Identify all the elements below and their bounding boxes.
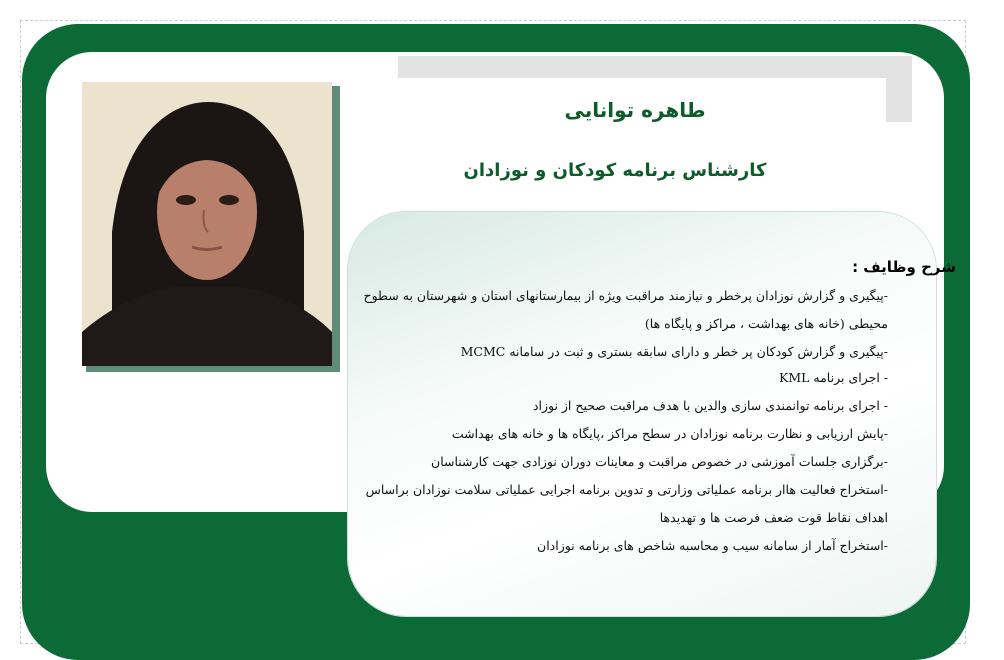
portrait-image — [82, 82, 332, 366]
header-gray-bar — [398, 56, 912, 78]
person-name: طاهره توانایی — [564, 98, 706, 122]
profile-photo — [82, 82, 332, 366]
duty-line: -پایش ارزیابی و نظارت برنامه نوزادان در سطح مراکز ،پایگاه ها و خانه های بهداشت — [451, 426, 888, 441]
person-role: کارشناس برنامه کودکان و نوزادان — [463, 160, 767, 181]
duty-line: -برگزاری جلسات آموزشی در خصوص مراقبت و معاینات دوران نوزادی جهت کارشناسان — [431, 454, 888, 469]
duty-line: -استخراج فعالیت هاار برنامه عملیاتی وزارتی و تدوین برنامه اجرایی عملیاتی سلامت نوزادان براساس — [365, 482, 888, 497]
duties-title: شرح وظایف : — [852, 258, 956, 276]
duty-line: اهداف نقاط قوت ضعف فرصت ها و تهدیدها — [659, 510, 888, 525]
duty-line: -پیگیری و گزارش نوزادان پرخطر و نیازمند مراقبت ویژه از بیمارستانهای استان و شهرستان به سطوح — [363, 288, 888, 303]
header-gray-bar-corner — [886, 56, 912, 122]
duty-line: -استخراج آمار از سامانه سیب و محاسبه شاخص های برنامه نوزادان — [537, 538, 888, 553]
duty-line: -پیگیری و گزارش کودکان پر خطر و دارای سابقه بستری و ثبت در سامانه MCMC — [460, 344, 888, 359]
duty-line: محیطی (خانه های بهداشت ، مراکز و پایگاه ها) — [644, 316, 888, 331]
duty-line: - اجرای برنامه توانمندی سازی والدین با هدف مراقبت صحیح از نوزاد — [532, 398, 888, 413]
duty-line: - اجرای برنامه KML — [778, 370, 888, 385]
